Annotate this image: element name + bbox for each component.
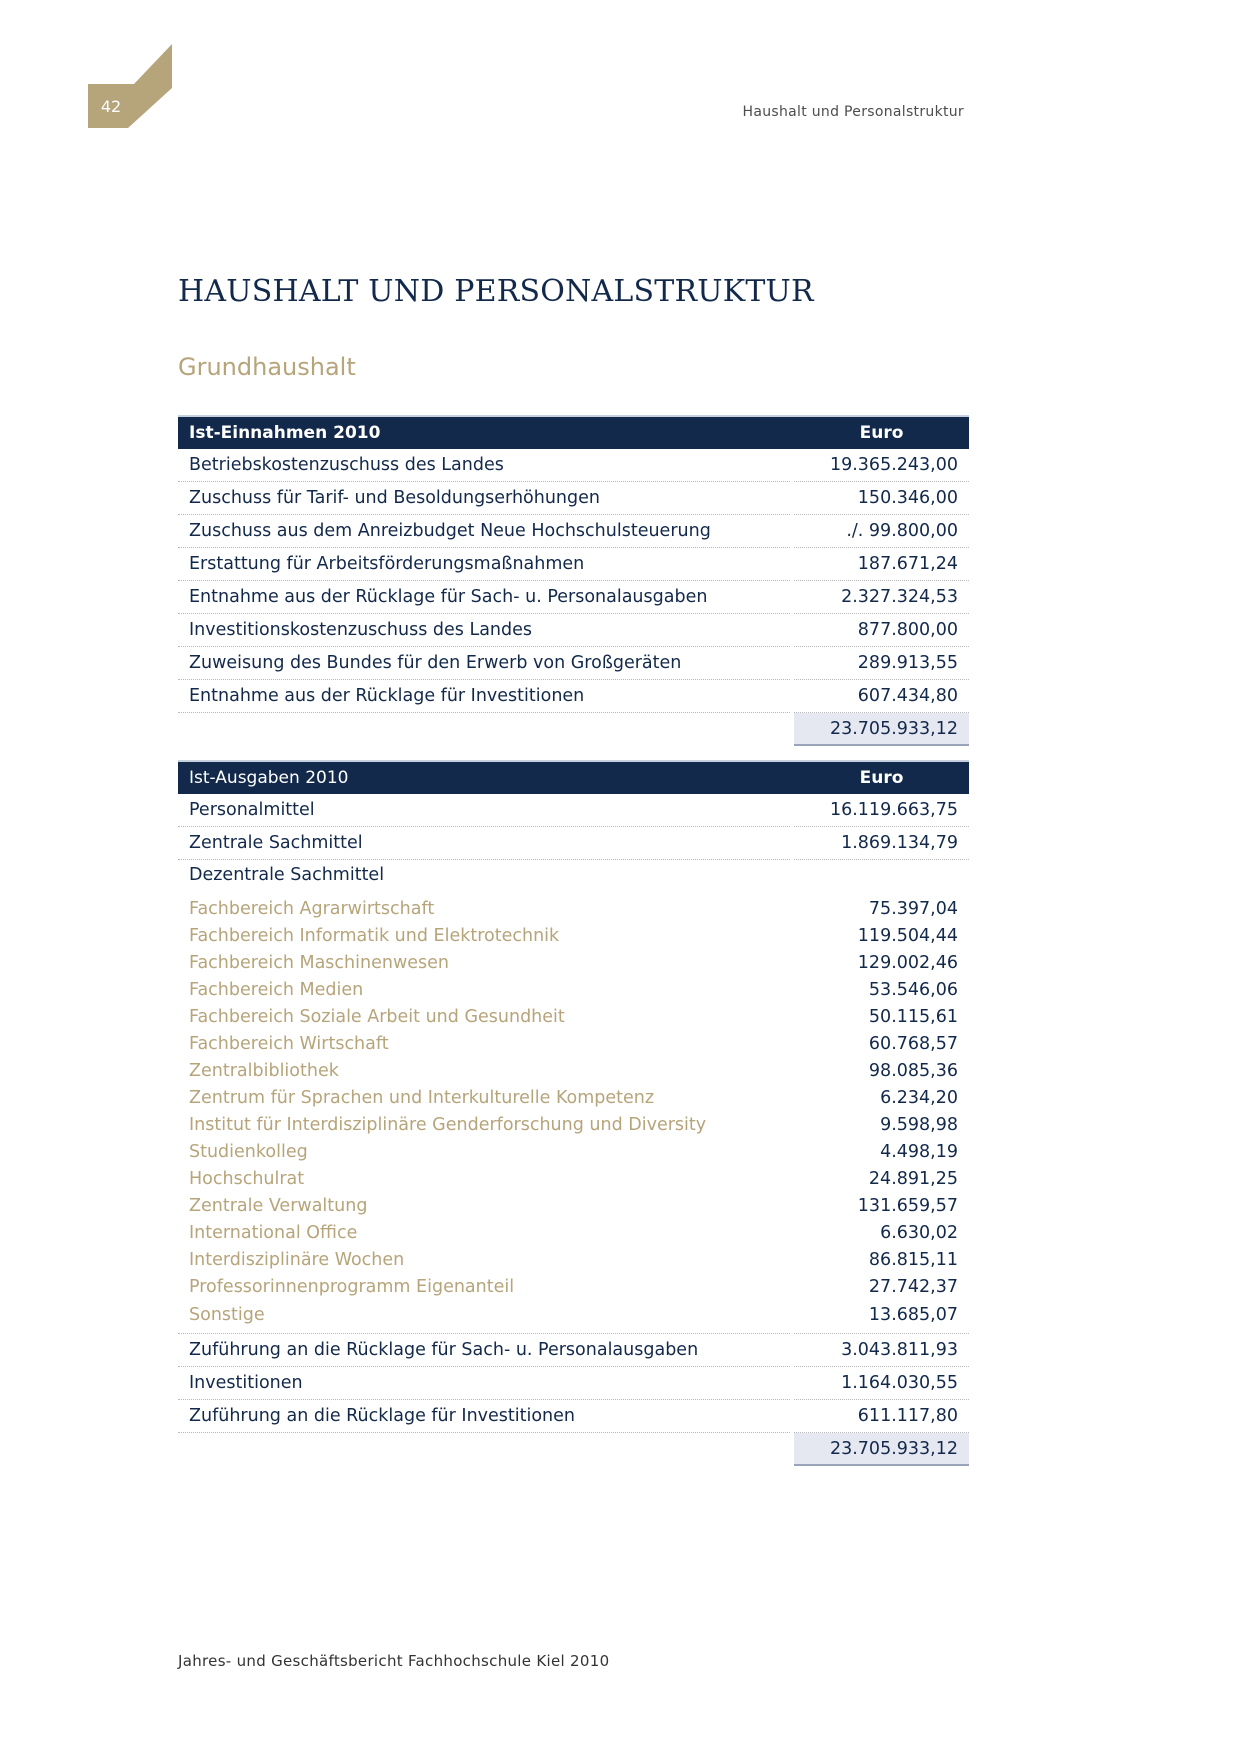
row-label: Zentrale Verwaltung xyxy=(189,1195,368,1216)
row-label: Zuschuss aus dem Anreizbudget Neue Hochschulsteuerung xyxy=(178,515,790,548)
row-label: Zentrale Sachmittel xyxy=(178,827,790,860)
income-row xyxy=(178,680,969,713)
row-value: 129.002,46 xyxy=(857,952,958,973)
row-value: 3.043.811,93 xyxy=(794,1334,969,1367)
row-label: Professorinnenprogramm Eigenanteil xyxy=(189,1276,515,1297)
row-value: 6.630,02 xyxy=(880,1222,958,1243)
income-row xyxy=(178,581,969,614)
row-value xyxy=(794,860,969,891)
income-body xyxy=(178,449,969,745)
expense-row xyxy=(178,827,969,860)
row-label: International Office xyxy=(189,1222,358,1243)
row-value: 187.671,24 xyxy=(794,548,969,581)
row-value: 877.800,00 xyxy=(794,614,969,647)
row-value: 607.434,80 xyxy=(794,680,969,713)
page-number: 42 xyxy=(100,97,122,116)
row-label: Investitionskostenzuschuss des Landes xyxy=(178,614,790,647)
decentral-item-row xyxy=(178,890,969,922)
expenses-table xyxy=(178,760,969,1466)
decentral-heading-row xyxy=(178,860,969,891)
row-value: 9.598,98 xyxy=(880,1114,958,1135)
row-label: Institut für Interdisziplinäre Genderforschung und Diversity xyxy=(189,1114,707,1135)
row-value: 289.913,55 xyxy=(794,647,969,680)
row-value: 50.115,61 xyxy=(868,1006,958,1027)
page-footer: Jahres- und Geschäftsbericht Fachhochschule Kiel 2010 xyxy=(178,1652,610,1670)
expenses-total-row xyxy=(178,1433,969,1466)
row-label: Zuführung an die Rücklage für Sach- u. Personalausgaben xyxy=(178,1334,790,1367)
income-row xyxy=(178,647,969,680)
income-row xyxy=(178,449,969,482)
decentral-item-row xyxy=(178,1165,969,1192)
row-value: 611.117,80 xyxy=(794,1400,969,1433)
income-total-value: 23.705.933,12 xyxy=(794,713,969,746)
decentral-item-row xyxy=(178,1219,969,1246)
decentral-item-row xyxy=(178,1273,969,1300)
expense-row xyxy=(178,1334,969,1367)
row-label: Zentrum für Sprachen und Interkulturelle Kompetenz xyxy=(189,1087,655,1108)
decentral-item-row xyxy=(178,949,969,976)
row-label: Studienkolleg xyxy=(189,1141,308,1162)
expenses-header-row xyxy=(178,761,969,794)
row-label: Fachbereich Medien xyxy=(189,979,364,1000)
income-table xyxy=(178,415,969,746)
section-title: Grundhaushalt xyxy=(178,353,356,381)
expenses-header-value: Euro xyxy=(794,761,969,794)
income-row xyxy=(178,482,969,515)
decentral-item-row xyxy=(178,1003,969,1030)
decentral-item-row xyxy=(178,922,969,949)
expense-row xyxy=(178,794,969,827)
row-value: 1.164.030,55 xyxy=(794,1367,969,1400)
decentral-item-row xyxy=(178,1138,969,1165)
row-value: 6.234,20 xyxy=(880,1087,958,1108)
expenses-header-label: Ist-Ausgaben 2010 xyxy=(178,761,790,794)
row-label: Fachbereich Agrarwirtschaft xyxy=(189,898,435,919)
row-value: 60.768,57 xyxy=(868,1033,958,1054)
row-label: Investitionen xyxy=(178,1367,790,1400)
expense-row xyxy=(178,1400,969,1433)
row-value: 24.891,25 xyxy=(868,1168,958,1189)
decentral-item-row xyxy=(178,1300,969,1334)
row-label: Fachbereich Wirtschaft xyxy=(189,1033,389,1054)
row-label: Entnahme aus der Rücklage für Sach- u. Personalausgaben xyxy=(178,581,790,614)
row-label: Zentralbibliothek xyxy=(189,1060,339,1081)
expense-row xyxy=(178,1367,969,1400)
row-value: 131.659,57 xyxy=(857,1195,958,1216)
row-label: Interdisziplinäre Wochen xyxy=(189,1249,405,1270)
row-label xyxy=(178,1433,790,1466)
row-value: ./. 99.800,00 xyxy=(794,515,969,548)
row-label: Hochschulrat xyxy=(189,1168,305,1189)
row-value: 27.742,37 xyxy=(868,1276,958,1297)
row-label: Dezentrale Sachmittel xyxy=(189,865,385,885)
income-row xyxy=(178,515,969,548)
decentral-item-row xyxy=(178,1111,969,1138)
row-value: 119.504,44 xyxy=(857,925,958,946)
row-label: Entnahme aus der Rücklage für Investitionen xyxy=(178,680,790,713)
income-row xyxy=(178,548,969,581)
row-value: 150.346,00 xyxy=(794,482,969,515)
row-label: Zuführung an die Rücklage für Investitionen xyxy=(178,1400,790,1433)
row-value: 98.085,36 xyxy=(868,1060,958,1081)
row-label: Erstattung für Arbeitsförderungsmaßnahmen xyxy=(178,548,790,581)
income-header-label: Ist-Einnahmen 2010 xyxy=(178,416,790,449)
row-value: 13.685,07 xyxy=(794,1300,969,1334)
running-head: Haushalt und Personalstruktur xyxy=(742,104,964,120)
row-value: 53.546,06 xyxy=(868,979,958,1000)
row-label: Zuweisung des Bundes für den Erwerb von Großgeräten xyxy=(178,647,790,680)
decentral-item-row xyxy=(178,1057,969,1084)
decentral-item-row xyxy=(178,976,969,1003)
row-value: 86.815,11 xyxy=(868,1249,958,1270)
row-label: Fachbereich Maschinenwesen xyxy=(189,952,450,973)
row-label: Sonstige xyxy=(178,1300,790,1334)
expenses-body xyxy=(178,794,969,1465)
row-label: Betriebskostenzuschuss des Landes xyxy=(178,449,790,482)
row-label xyxy=(178,713,790,746)
row-value: 4.498,19 xyxy=(880,1141,958,1162)
income-total-row xyxy=(178,713,969,746)
decentral-item-row xyxy=(178,1192,969,1219)
row-label: Personalmittel xyxy=(178,794,790,827)
row-value: 1.869.134,79 xyxy=(794,827,969,860)
row-value: 75.397,04 xyxy=(868,898,958,919)
decentral-item-row xyxy=(178,1030,969,1057)
row-label: Zuschuss für Tarif- und Besoldungserhöhungen xyxy=(178,482,790,515)
row-value: 19.365.243,00 xyxy=(794,449,969,482)
row-value: 2.327.324,53 xyxy=(794,581,969,614)
decentral-item-row xyxy=(178,1246,969,1273)
income-header-row xyxy=(178,416,969,449)
page-title: HAUSHALT UND PERSONALSTRUKTUR xyxy=(178,274,814,309)
income-header-value: Euro xyxy=(794,416,969,449)
row-label: Fachbereich Soziale Arbeit und Gesundheit xyxy=(189,1006,565,1027)
decentral-item-row xyxy=(178,1084,969,1111)
expenses-total-value: 23.705.933,12 xyxy=(794,1433,969,1466)
income-row xyxy=(178,614,969,647)
row-value: 16.119.663,75 xyxy=(794,794,969,827)
row-label: Fachbereich Informatik und Elektrotechnik xyxy=(189,925,560,946)
